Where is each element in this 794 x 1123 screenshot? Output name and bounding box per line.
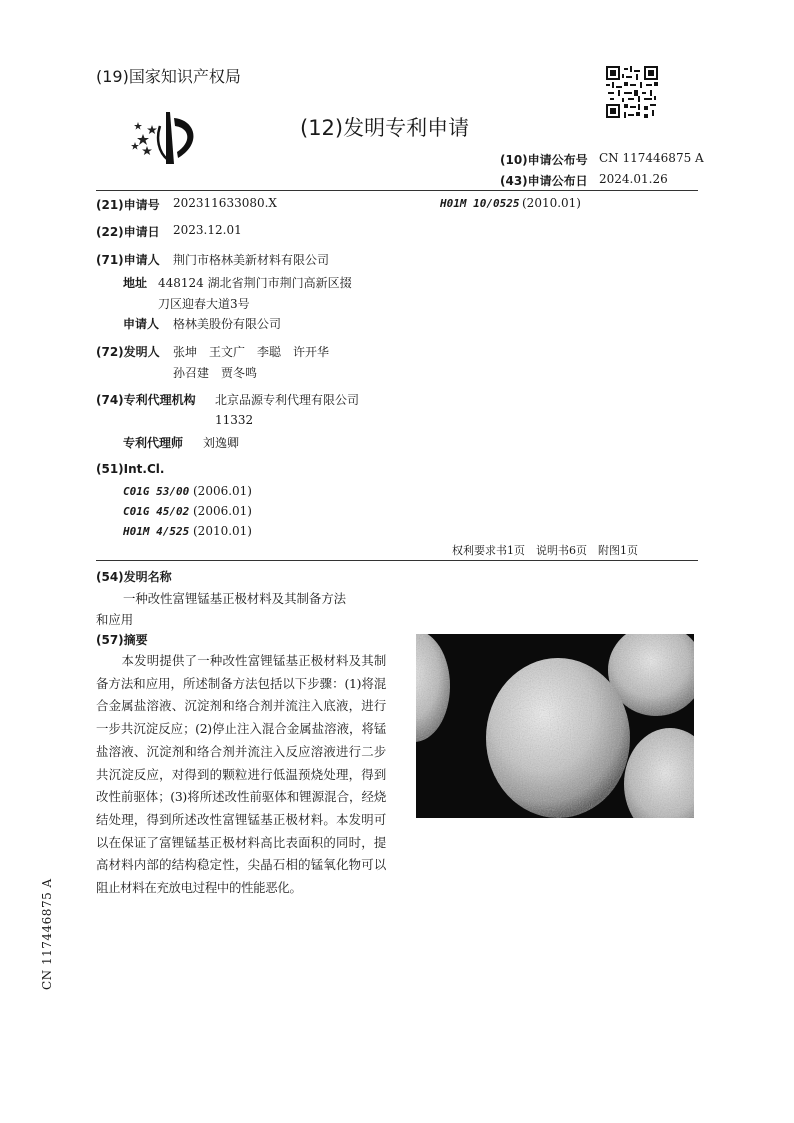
biblio-divider: [96, 560, 698, 561]
invention-title-line1: 一种改性富锂锰基正极材料及其制备方法: [123, 591, 347, 606]
application-number-label: (21)申请号: [96, 198, 160, 212]
applicant2-label: 申请人: [123, 317, 160, 331]
invention-title-line2: 和应用: [96, 612, 134, 627]
application-number: 202311633080.X: [173, 196, 277, 210]
agency-label: (74)专利代理机构: [96, 393, 196, 407]
inventors-line1: 张坤 王文广 李聪 许开华: [173, 345, 330, 359]
qr-code: [606, 66, 658, 118]
main-ipc-code: H01M 10/0525: [440, 197, 520, 210]
main-ipc-version: (2010.01): [522, 196, 581, 210]
invention-title-label: (54)发明名称: [96, 570, 172, 584]
inventor-label: (72)发明人: [96, 345, 160, 359]
office-name: (19)国家知识产权局: [96, 67, 241, 86]
applicant: 荆门市格林美新材料有限公司: [173, 253, 330, 267]
cnipa-logo: [130, 108, 208, 168]
sem-micrograph: [416, 634, 694, 818]
intcl-version-2: (2006.01): [193, 504, 252, 518]
agency: 北京品源专利代理有限公司: [215, 393, 360, 407]
address-label: 地址: [123, 276, 148, 290]
agent-label: 专利代理师: [123, 436, 184, 450]
abstract-label: (57)摘要: [96, 633, 148, 647]
applicant2: 格林美股份有限公司: [173, 317, 282, 331]
address-line2: 刀区迎春大道3号: [158, 297, 250, 311]
inventors-line2: 孙召建 贾冬鸣: [173, 366, 258, 380]
intcl-code-2: C01G 45/02: [123, 505, 190, 518]
intcl-code-1: C01G 53/00: [123, 485, 190, 498]
side-publication-code: CN 117446875 A: [40, 878, 54, 990]
intcl-version-3: (2010.01): [193, 524, 252, 538]
agent: 刘逸卿: [203, 436, 240, 450]
intcl-label: (51)Int.Cl.: [96, 462, 165, 476]
intcl-version-1: (2006.01): [193, 484, 252, 498]
agency-code: 11332: [215, 413, 254, 427]
header-divider: [96, 190, 698, 191]
publication-date: 2024.01.26: [599, 172, 668, 186]
document-type: (12)发明专利申请: [300, 116, 470, 140]
address-line1: 448124 湖北省荆门市荆门高新区掇: [158, 276, 352, 290]
filing-date: 2023.12.01: [173, 223, 242, 237]
intcl-code-3: H01M 4/525: [123, 525, 190, 538]
applicant-label: (71)申请人: [96, 253, 160, 267]
publication-number: CN 117446875 A: [599, 151, 704, 165]
publication-date-label: (43)申请公布日: [500, 174, 588, 188]
publication-number-label: (10)申请公布号: [500, 153, 588, 167]
filing-date-label: (22)申请日: [96, 225, 160, 239]
pages-summary: 权利要求书1页 说明书6页 附图1页: [452, 544, 638, 557]
abstract-text-content: 本发明提供了一种改性富锂锰基正极材料及其制备方法和应用，所述制备方法包括以下步骤：(1)将混合金属盐溶液、沉淀剂和络合剂并流注入底液，进行一步共沉淀反应；(2)停止注入混合金属盐溶液，将锰盐溶液、沉淀剂和络合剂并流注入反应溶液进行二步共沉淀反应，对得到的颗粒进行低温预烧处理，得到改性前驱体；(3)将所述改性前驱体和锂源混合，经烧结处理，得到所述改性富锂锰基正极材料。本发明可以在保证了富锂锰基正极材料高比表面积的同时，提高材料内部的结构稳定性，尖晶石相的锰氧化物可以阻止材料在充放电过程中的性能恶化。: [96, 653, 386, 896]
abstract-text: [96, 650, 386, 900]
